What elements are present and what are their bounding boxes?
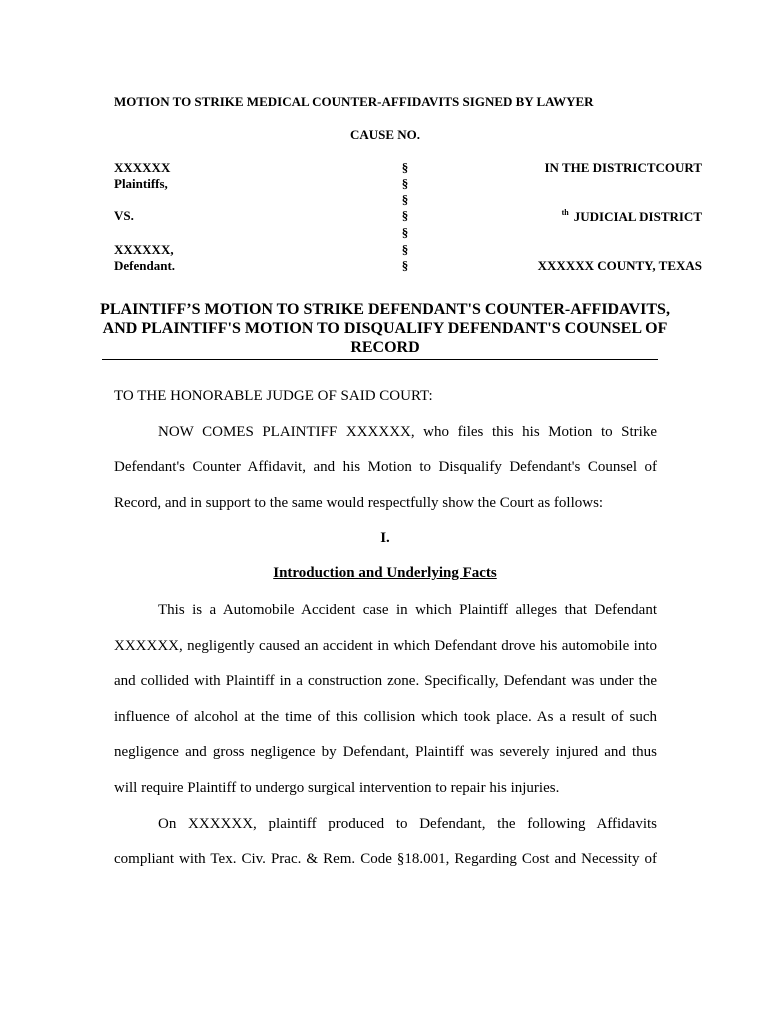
- motion-title-line: AND PLAINTIFF'S MOTION TO DISQUALIFY DEFENDANT'S COUNSEL OF: [102, 320, 668, 337]
- section-mark: §: [401, 160, 409, 175]
- county-name: XXXXXX COUNTY, TEXAS: [537, 258, 702, 273]
- section-mark: §: [401, 258, 409, 273]
- court-name: IN THE DISTRICTCOURT: [544, 160, 702, 175]
- section-number: I.: [380, 530, 390, 546]
- facts-line: will require Plaintiff to undergo surgical intervention to repair his injuries.: [114, 780, 560, 796]
- district-ordinal-suffix: th: [561, 208, 569, 217]
- cause-number-label: CAUSE NO.: [349, 127, 421, 142]
- motion-title-line: PLAINTIFF’S MOTION TO STRIKE DEFENDANT'S COUNTER-AFFIDAVITS,: [100, 301, 670, 318]
- plaintiff-role: Plaintiffs,: [114, 176, 168, 191]
- section-mark: §: [401, 225, 409, 240]
- title-divider: [102, 359, 658, 360]
- district-label: JUDICIAL DISTRICT: [573, 209, 702, 224]
- defendant-name: XXXXXX,: [114, 242, 174, 257]
- salutation: TO THE HONORABLE JUDGE OF SAID COURT:: [114, 388, 433, 404]
- document-header-title: MOTION TO STRIKE MEDICAL COUNTER-AFFIDAVITS SIGNED BY LAWYER: [114, 94, 594, 109]
- versus-label: VS.: [114, 208, 134, 223]
- section-mark: §: [401, 192, 409, 207]
- motion-title: [100, 300, 670, 357]
- intro-line: Record, and in support to the same would respectfully show the Court as follows:: [114, 495, 604, 511]
- section-mark: §: [401, 242, 409, 257]
- section-mark: §: [401, 208, 409, 223]
- affidavit-line: compliant with Tex. Civ. Prac. & Rem. Code §18.001, Regarding Cost and Necessity of: [114, 851, 657, 867]
- section-mark: §: [401, 176, 409, 191]
- facts-line: influence of alcohol at the time of this collision which took place. As a result of such: [114, 709, 657, 725]
- facts-line: and collided with Plaintiff in a construction zone. Specifically, Defendant was under the: [114, 673, 657, 689]
- motion-title-line: RECORD: [350, 339, 420, 356]
- facts-line: XXXXXX, negligently caused an accident in which Defendant drove his automobile into: [114, 638, 657, 654]
- section-heading: Introduction and Underlying Facts: [273, 565, 497, 581]
- intro-line: Defendant's Counter Affidavit, and his Motion to Disqualify Defendant's Counsel of: [114, 459, 657, 475]
- intro-line: NOW COMES PLAINTIFF XXXXXX, who files this his Motion to Strike: [158, 424, 657, 440]
- facts-line: negligence and gross negligence by Defendant, Plaintiff was severely injured and thus: [114, 744, 657, 760]
- judicial-district: [562, 208, 702, 225]
- plaintiff-name: XXXXXX: [114, 160, 171, 175]
- defendant-role: Defendant.: [114, 258, 176, 273]
- facts-line: This is a Automobile Accident case in which Plaintiff alleges that Defendant: [158, 602, 657, 618]
- affidavit-line: On XXXXXX, plaintiff produced to Defendant, the following Affidavits: [158, 816, 657, 832]
